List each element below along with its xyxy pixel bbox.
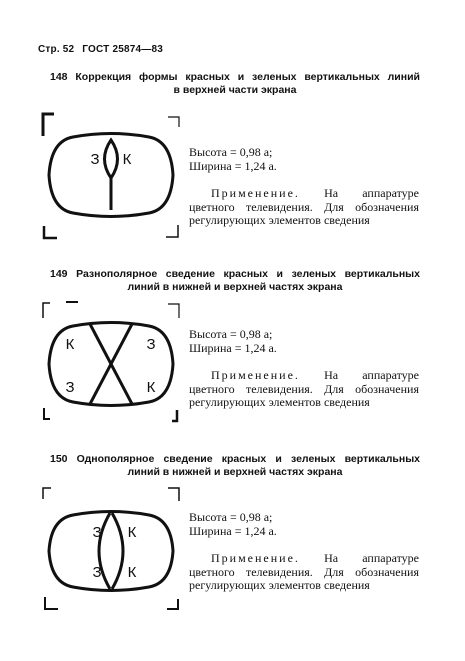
height-spec: Высота = 0,98 a;	[189, 510, 273, 524]
item-149-title-line1: 149 Разнополярное сведение красных и зеленых вертикальных	[50, 268, 420, 280]
letter-z-top: З	[146, 336, 156, 353]
item-149-description	[189, 328, 419, 410]
letter-k-top: К	[65, 336, 75, 353]
screen-outline	[49, 512, 173, 591]
frame-corner-bl	[44, 408, 50, 419]
letter-z-bottom: З	[92, 564, 102, 581]
item-150-title-line2: линий в нижней и верхней частях экрана	[127, 466, 343, 478]
item-150-heading	[50, 453, 420, 479]
frame-corner-tr	[168, 117, 179, 127]
width-spec: Ширина = 1,24 a.	[189, 523, 277, 538]
item-149-title-line2: линий в нижней и верхней частях экрана	[127, 281, 343, 293]
item-148-title-line2: в верхней части экрана	[173, 84, 297, 96]
height-spec: Высота = 0,98 a;	[189, 327, 273, 341]
application-note	[189, 369, 419, 410]
application-label: Применение.	[211, 368, 300, 382]
standard-code: ГОСТ 25874—83	[82, 44, 164, 55]
application-note	[189, 187, 419, 228]
letter-z-top: З	[92, 524, 102, 541]
letter-z: З	[90, 151, 100, 168]
application-text: На аппаратуре цветного телевидения. Для обозначения регулирующих элементов сведения	[189, 368, 419, 409]
frame-corner-tl	[43, 303, 50, 318]
letter-k-bottom: К	[146, 379, 156, 396]
item-150-figure	[40, 485, 190, 620]
convergence-shape	[105, 140, 118, 178]
item-150-description	[189, 511, 419, 593]
frame-corner-br	[166, 225, 178, 237]
item-149-heading	[50, 268, 420, 294]
height-spec: Высота = 0,98 a;	[189, 145, 273, 159]
frame-corner-tl	[43, 488, 51, 499]
application-note	[189, 552, 419, 593]
application-text: На аппаратуре цветного телевидения. Для обозначения регулирующих элементов сведения	[189, 551, 419, 592]
page-header	[38, 44, 168, 55]
application-label: Применение.	[211, 186, 300, 200]
item-148-figure	[40, 110, 190, 245]
width-spec: Ширина = 1,24 a.	[189, 340, 277, 355]
letter-z-bottom: З	[65, 379, 75, 396]
application-label: Применение.	[211, 551, 300, 565]
item-148-heading	[50, 71, 420, 97]
frame-corner-br	[172, 410, 177, 421]
letter-k-bottom: К	[127, 564, 137, 581]
letter-k-top: К	[127, 524, 137, 541]
frame-corner-tr	[168, 304, 179, 318]
item-150-title-line1: 150 Однополярное сведение красных и зеленых вертикальных	[50, 453, 420, 465]
item-148-title-line1: 148 Коррекция формы красных и зеленых вертикальных линий	[50, 71, 420, 83]
frame-corner-br	[167, 599, 178, 609]
frame-corner-tl	[43, 114, 54, 136]
page-number: Стр. 52	[38, 44, 75, 55]
item-149-figure	[40, 300, 190, 435]
width-spec: Ширина = 1,24 a.	[189, 158, 277, 173]
convergence-arc-right	[112, 513, 123, 589]
frame-corner-bl	[44, 226, 57, 238]
letter-k: К	[122, 151, 132, 168]
frame-corner-bl	[45, 597, 58, 609]
frame-corner-tr	[168, 488, 179, 501]
application-text: На аппаратуре цветного телевидения. Для обозначения регулирующих элементов сведения	[189, 186, 419, 227]
item-148-description	[189, 146, 419, 228]
